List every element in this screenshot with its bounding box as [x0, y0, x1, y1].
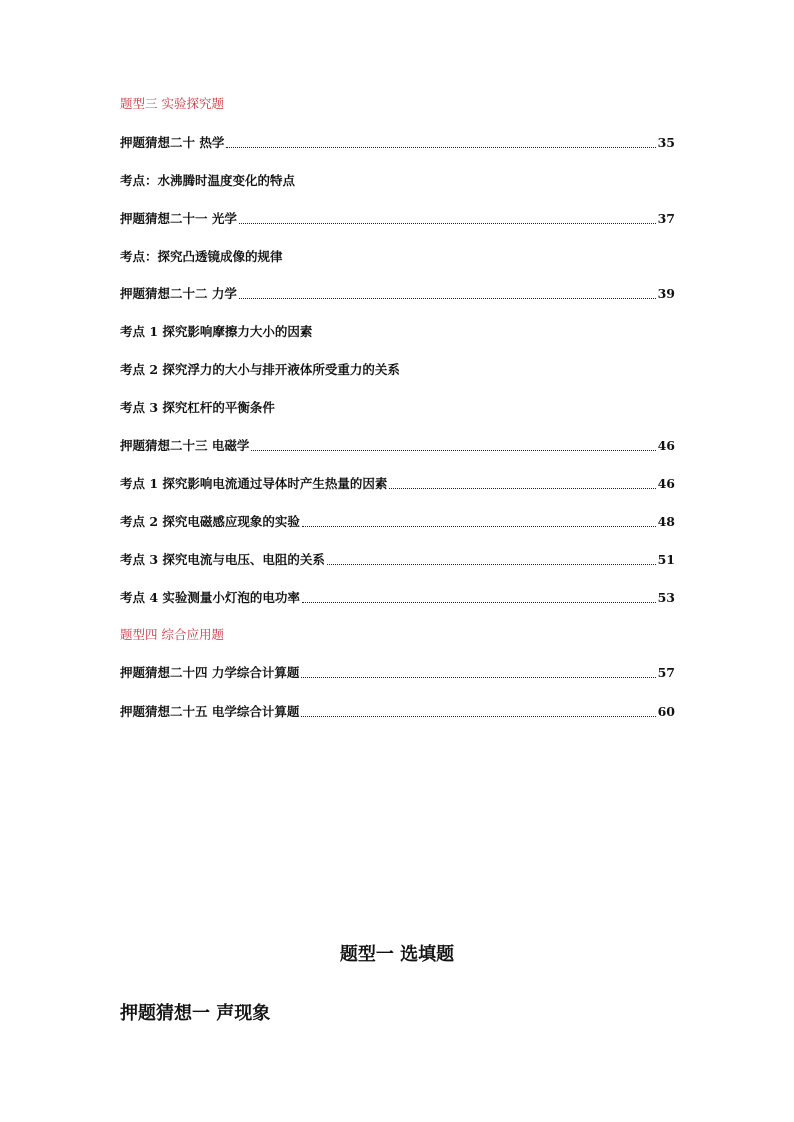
section-title: 押题猜想一 声现象 [120, 1003, 271, 1024]
toc-label: 考点 2 探究电磁感应现象的实验 [120, 514, 300, 529]
toc-leader [239, 222, 656, 224]
toc-leader [301, 676, 655, 678]
toc-label: 考点：探究凸透镜成像的规律 [120, 249, 283, 264]
toc-leader [327, 563, 656, 565]
toc-entry[interactable] [120, 470, 675, 492]
toc-label: 考点 3 探究电流与电压、电阻的关系 [120, 552, 325, 567]
section-heading-comprehensive: 题型四 综合应用题 [120, 627, 224, 642]
toc-page-number: 51 [657, 552, 675, 567]
toc-leader [226, 146, 655, 148]
toc-entry[interactable] [120, 546, 675, 568]
toc-leader [302, 601, 656, 603]
toc-entry[interactable] [120, 167, 295, 189]
toc-page-number: 53 [657, 590, 675, 605]
toc-page-number: 60 [657, 704, 675, 719]
toc-label: 考点 1 探究影响摩擦力大小的因素 [120, 324, 313, 339]
toc-label: 考点 4 实验测量小灯泡的电功率 [120, 590, 300, 605]
toc-entry[interactable] [120, 698, 675, 720]
toc-leader [301, 715, 655, 717]
toc-leader [302, 525, 656, 527]
toc-page-number: 46 [657, 438, 675, 453]
toc-label: 押题猜想二十 热学 [120, 135, 225, 150]
toc-page-number: 39 [657, 286, 675, 301]
toc-label: 押题猜想二十二 力学 [120, 286, 237, 301]
toc-page-number: 46 [657, 476, 675, 491]
section-heading-experiment: 题型三 实验探究题 [120, 96, 224, 111]
toc-page-number: 37 [657, 211, 675, 226]
toc-label: 考点 3 探究杠杆的平衡条件 [120, 400, 275, 415]
chapter-title: 题型一 选填题 [339, 944, 455, 965]
toc-entry[interactable] [120, 129, 675, 151]
toc-label: 考点：水沸腾时温度变化的特点 [120, 173, 296, 188]
toc-label: 考点 1 探究影响电流通过导体时产生热量的因素 [120, 476, 388, 491]
toc-leader [389, 487, 655, 489]
toc-entry[interactable] [120, 584, 675, 606]
toc-entry[interactable] [120, 659, 675, 681]
toc-leader [251, 449, 655, 451]
toc-label: 押题猜想二十三 电磁学 [120, 438, 250, 453]
toc-entry[interactable] [120, 280, 675, 302]
toc-entry[interactable] [120, 205, 675, 227]
toc-page-number: 48 [657, 514, 675, 529]
toc-label: 押题猜想二十五 电学综合计算题 [120, 704, 300, 719]
toc-label: 押题猜想二十四 力学综合计算题 [120, 665, 300, 680]
toc-entry[interactable] [120, 243, 283, 265]
toc-entry[interactable] [120, 394, 275, 416]
toc-entry[interactable] [120, 508, 675, 530]
toc-label: 押题猜想二十一 光学 [120, 211, 237, 226]
toc-page-number: 35 [657, 135, 675, 150]
toc-entry[interactable] [120, 356, 400, 378]
toc-entry[interactable] [120, 318, 312, 340]
toc-leader [239, 297, 656, 299]
toc-page-number: 57 [657, 665, 675, 680]
toc-entry[interactable] [120, 432, 675, 454]
toc-label: 考点 2 探究浮力的大小与排开液体所受重力的关系 [120, 362, 400, 377]
